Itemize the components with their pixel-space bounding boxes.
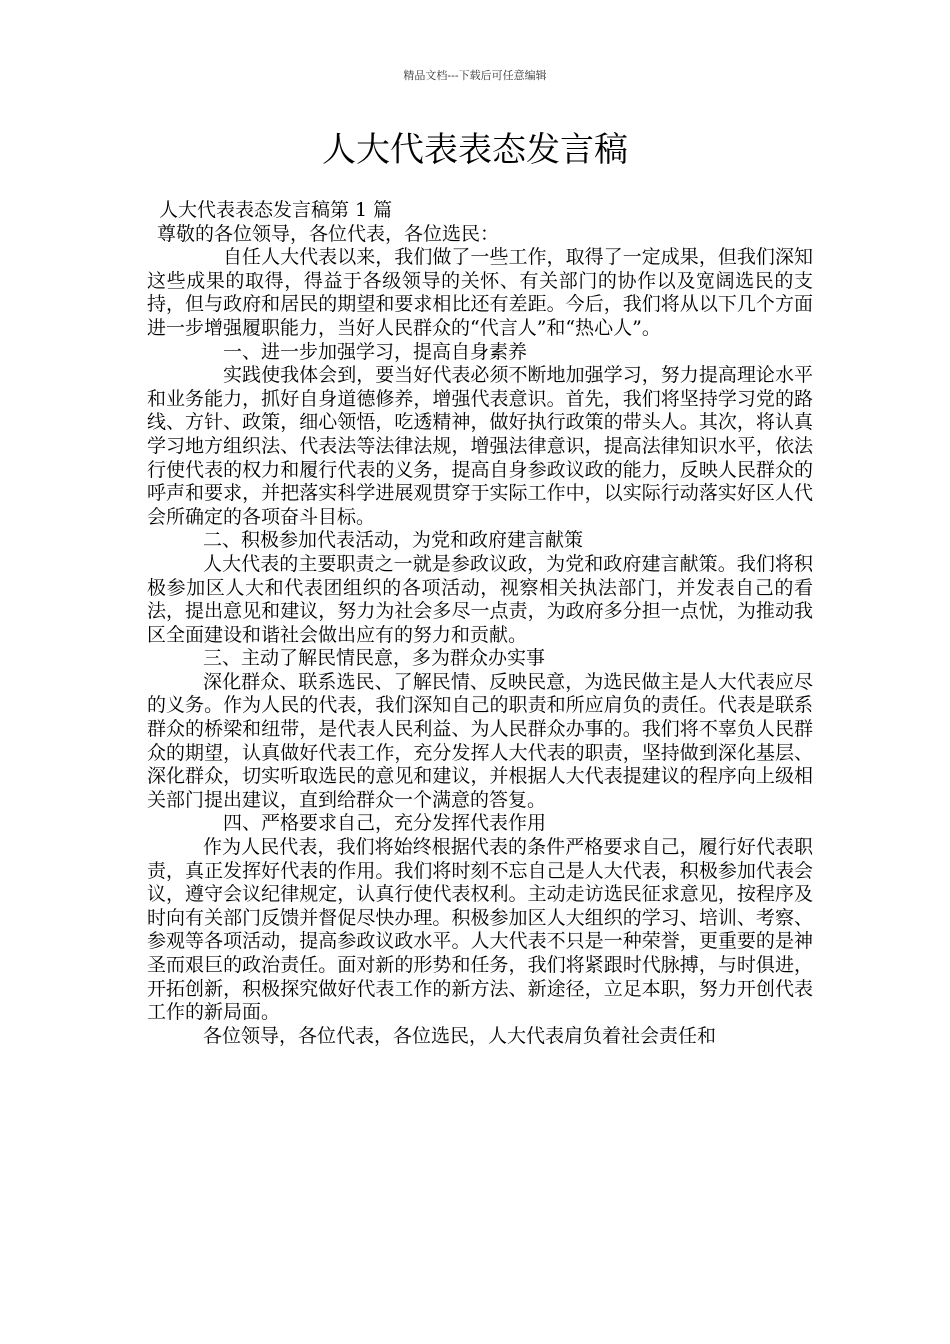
section-body-3: 深化群众、联系选民、了解民情、反映民意，为选民做主是人大代表应尽的义务。作为人民的代表，我们深知自己的职责和所应肩负的责任。代表是联系群众的桥梁和纽带，是代表人民利益、为人民群众办事的。我们将不辜负人民群众的期望，认真做好代表工作，充分发挥人大代表的职责，坚持做到深化基层、深化群众，切实听取选民的意见和建议，并根据人大代表提建议的程序向上级相关部门提出建议，直到给群众一个满意的答复。: [147, 670, 813, 811]
document-subtitle: 人大代表表态发言稿第 1 篇: [159, 199, 393, 221]
section-heading-2: 二、积极参加代表活动，为党和政府建言献策: [203, 529, 584, 552]
intro-paragraph: 自任人大代表以来，我们做了一些工作，取得了一定成果，但我们深知这些成果的取得，得益于各级领导的关怀、有关部门的协作以及宽阔选民的支持，但与政府和居民的期望和要求相比还有差距。今后，我们将从以下几个方面进一步增强履职能力，当好人民群众的“代言人”和“热心人”。: [147, 246, 813, 339]
header-note: 精品文档---下载后可任意编辑: [403, 69, 547, 82]
section-body-1: 实践使我体会到，要当好代表必须不断地加强学习，努力提高理论水平和业务能力，抓好自身道德修养，增强代表意识。首先，我们将坚持学习党的路线、方针、政策，细心领悟，吃透精神，做好执行政策的带头人。其次，将认真学习地方组织法、代表法等法律法规，增强法律意识，提高法律知识水平，依法行使代表的权力和履行代表的义务，提高自身参政议政的能力，反映人民群众的呼声和要求，并把落实科学进展观贯穿于实际工作中，以实际行动落实好区人代会所确定的各项奋斗目标。: [147, 364, 813, 528]
section-heading-3: 三、主动了解民情民意，多为群众办实事: [203, 647, 546, 670]
section-heading-1: 一、进一步加强学习，提高自身素养: [223, 340, 528, 363]
section-heading-4: 四、严格要求自己，充分发挥代表作用: [223, 812, 547, 835]
greeting: 尊敬的各位领导，各位代表，各位选民：: [157, 222, 500, 245]
document-title: 人大代表表态发言稿: [322, 130, 628, 170]
section-body-2: 人大代表的主要职责之一就是参政议政，为党和政府建言献策。我们将积极参加区人大和代表团组织的各项活动，视察相关执法部门，并发表自己的看法，提出意见和建议，努力为社会多尽一点责，为政府多分担一点忧，为推动我区全面建设和谐社会做出应有的努力和贡献。: [147, 552, 813, 646]
document-body: [147, 199, 813, 1048]
section-body-4: 作为人民代表，我们将始终根据代表的条件严格要求自己，履行好代表职责，真正发挥好代表的作用。我们将时刻不忘自己是人大代表，积极参加代表会议，遵守会议纪律规定，认真行使代表权利。主动走访选民征求意见，按程序及时向有关部门反馈并督促尽快办理。积极参加区人大组织的学习、培训、考察、参观等各项活动，提高参政议政水平。人大代表不只是一种荣誉，更重要的是神圣而艰巨的政治责任。面对新的形势和任务，我们将紧跟时代脉搏，与时俱进，开拓创新，积极探究做好代表工作的新方法、新途径，立足本职，努力开创代表工作的新局面。: [147, 836, 813, 1024]
closing-paragraph: 各位领导，各位代表，各位选民，人大代表肩负着社会责任和: [203, 1024, 717, 1047]
